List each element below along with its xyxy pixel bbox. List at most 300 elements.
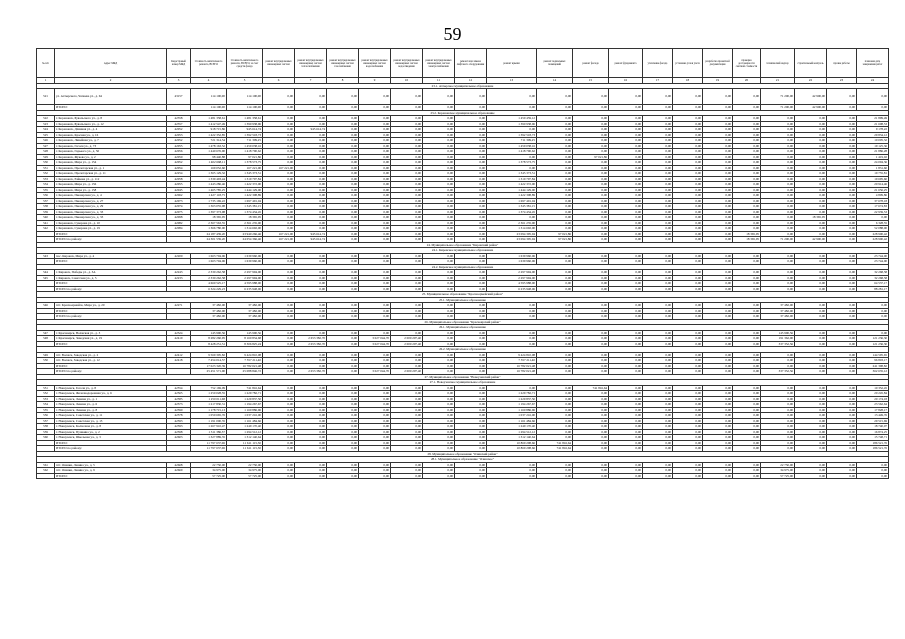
table-cell: 0,00 bbox=[761, 396, 795, 402]
table-cell: 537 bbox=[37, 198, 55, 204]
table-cell: 0,00 bbox=[795, 259, 827, 265]
table-cell: 0,00 bbox=[673, 363, 703, 369]
address-cell: ИТОГО: bbox=[55, 440, 167, 446]
table-cell: 0,00 bbox=[643, 402, 673, 408]
table-cell: 0,00 bbox=[327, 429, 359, 435]
table-cell: 0,00 bbox=[327, 407, 359, 413]
table-cell: 0,00 bbox=[573, 253, 609, 259]
table-cell: 0,00 bbox=[703, 407, 733, 413]
table-cell: 0,00 bbox=[609, 193, 643, 199]
table-cell: 0,00 bbox=[857, 468, 889, 474]
table-cell: 11 611 115,30 bbox=[227, 446, 263, 452]
table-cell: 21 656,25 bbox=[857, 187, 889, 193]
table-cell: 0,00 bbox=[391, 281, 423, 287]
section-heading: 24. Муниципальное образование "Кировский район" bbox=[37, 242, 889, 248]
table-cell: 97 021,86 bbox=[573, 154, 609, 160]
table-cell: 0,00 bbox=[391, 391, 423, 397]
table-cell: 0,00 bbox=[827, 89, 857, 105]
table-cell: 0,00 bbox=[455, 336, 487, 342]
table-cell: 0,00 bbox=[295, 209, 327, 215]
table-cell: 2 297 994,00 bbox=[227, 275, 263, 281]
table-cell: 0,00 bbox=[391, 402, 423, 408]
table-cell: 0,00 bbox=[703, 396, 733, 402]
table-cell: 0,00 bbox=[761, 440, 795, 446]
column-header: проверка достоверности сметной стоимости bbox=[733, 49, 761, 78]
table-cell: 721 314,54 bbox=[191, 138, 227, 144]
table-cell: 0,00 bbox=[359, 138, 391, 144]
table-cell: 3 027 044,70 bbox=[359, 336, 391, 342]
table-cell: 0,00 bbox=[359, 281, 391, 287]
table-cell: 0,00 bbox=[609, 435, 643, 441]
table-cell: 0,00 bbox=[733, 435, 761, 441]
table-cell: 0,00 bbox=[455, 116, 487, 122]
table-cell: 0,00 bbox=[327, 215, 359, 221]
table-cell bbox=[167, 473, 191, 479]
table-cell: 0,00 bbox=[327, 171, 359, 177]
table-cell: 0,00 bbox=[391, 363, 423, 369]
table-cell: 0,00 bbox=[673, 281, 703, 287]
table-cell: 1 444 129,00 bbox=[487, 187, 537, 193]
table-cell: 526 bbox=[37, 138, 55, 144]
table-cell: 42053 bbox=[167, 132, 191, 138]
address-cell: г. Кореновск, Пионерская ул., д. 33 bbox=[55, 215, 167, 221]
table-cell: 0,00 bbox=[455, 413, 487, 419]
table-cell: 0,00 bbox=[359, 473, 391, 479]
table-cell: 0,00 bbox=[733, 468, 761, 474]
table-cell: 0,00 bbox=[359, 127, 391, 133]
table-cell: 0,00 bbox=[263, 385, 295, 391]
table-cell: 0,00 bbox=[295, 446, 327, 452]
table-cell: 553 bbox=[37, 396, 55, 402]
table-cell: 2 361 235,00 bbox=[227, 220, 263, 226]
column-header: плановая дата завершения работ bbox=[857, 49, 889, 78]
table-cell: 554 bbox=[37, 402, 55, 408]
table-cell: 0,00 bbox=[537, 149, 573, 155]
table-cell: 0,00 bbox=[827, 270, 857, 276]
table-cell: 0,00 bbox=[295, 385, 327, 391]
table-cell: 0,00 bbox=[423, 259, 455, 265]
table-cell: 0,00 bbox=[733, 270, 761, 276]
table-cell: 71 200,00 bbox=[761, 89, 795, 105]
table-cell: 0,00 bbox=[295, 193, 327, 199]
table-cell: 0,00 bbox=[391, 418, 423, 424]
table-cell: 0,00 bbox=[643, 358, 673, 364]
address-cell: г. Красноярск, Волжская ул., д. 3 bbox=[55, 330, 167, 336]
table-cell: 0,00 bbox=[295, 121, 327, 127]
table-cell: 0,00 bbox=[609, 418, 643, 424]
table-cell: 0,00 bbox=[423, 105, 455, 111]
table-cell: 42074 bbox=[167, 204, 191, 210]
table-cell: 0,00 bbox=[573, 237, 609, 243]
table-cell: 4 660 525,17 bbox=[191, 281, 227, 287]
table-cell: 42669 bbox=[167, 468, 191, 474]
table-cell: 0,00 bbox=[327, 308, 359, 314]
table-cell: 0,00 bbox=[827, 391, 857, 397]
table-cell: 0,00 bbox=[761, 429, 795, 435]
table-cell: 0,00 bbox=[827, 275, 857, 281]
table-cell: 42578 bbox=[167, 413, 191, 419]
table-cell: 1 663 704,06 bbox=[191, 253, 227, 259]
table-cell: 0,00 bbox=[643, 149, 673, 155]
table-cell: 0,00 bbox=[263, 160, 295, 166]
table-cell: 0,00 bbox=[703, 281, 733, 287]
table-cell: 0,00 bbox=[487, 330, 537, 336]
table-cell: 11 797 637,06 bbox=[191, 440, 227, 446]
table-cell: 0,00 bbox=[295, 187, 327, 193]
table-cell: 0,00 bbox=[391, 138, 423, 144]
table-cell: 42056 bbox=[167, 149, 191, 155]
table-cell: 0,00 bbox=[537, 89, 573, 105]
table-cell: 0,00 bbox=[703, 160, 733, 166]
table-cell: 0,00 bbox=[423, 132, 455, 138]
table-cell: 0,00 bbox=[643, 116, 673, 122]
table-cell: 0,00 bbox=[673, 462, 703, 468]
address-cell: г. Кореновск, Суворова ул., д. 10 bbox=[55, 220, 167, 226]
table-cell: 0,00 bbox=[761, 209, 795, 215]
table-cell: 1 418 790,62 bbox=[227, 149, 263, 155]
address-cell: пос. Кировск, Мира ул., д. 4 bbox=[55, 253, 167, 259]
table-cell: 531 bbox=[37, 165, 55, 171]
table-cell: 0,00 bbox=[827, 407, 857, 413]
table-cell: 0,00 bbox=[643, 385, 673, 391]
table-cell: 0,00 bbox=[423, 391, 455, 397]
table-cell: 2 297 994,00 bbox=[227, 270, 263, 276]
table-cell: 0,00 bbox=[761, 226, 795, 232]
table-cell: 186 521,76 bbox=[857, 446, 889, 452]
table-cell: 42357 bbox=[167, 121, 191, 127]
table-cell: 0,00 bbox=[643, 473, 673, 479]
table-cell: 0,00 bbox=[537, 220, 573, 226]
table-cell: 0,00 bbox=[423, 424, 455, 430]
table-cell: 0,00 bbox=[703, 308, 733, 314]
table-cell: 114 100,00 bbox=[227, 105, 263, 111]
table-cell: 6 324 229,23 bbox=[191, 286, 227, 292]
table-cell: 0,00 bbox=[609, 89, 643, 105]
table-cell: 0,00 bbox=[673, 176, 703, 182]
table-cell: 0,00 bbox=[327, 121, 359, 127]
table-cell: 0,00 bbox=[327, 160, 359, 166]
address-cell: г. Кореновск, Пионерская ул., д. 27 bbox=[55, 198, 167, 204]
table-cell: 10 869 298,66 bbox=[487, 446, 537, 452]
table-cell: 34 975,00 bbox=[761, 468, 795, 474]
table-cell: 0,00 bbox=[327, 385, 359, 391]
table-cell: 1 037 216,00 bbox=[227, 413, 263, 419]
table-cell: 8 306 825,24 bbox=[227, 341, 263, 347]
table-cell: 0,00 bbox=[295, 358, 327, 364]
address-cell: ИТОГО: bbox=[55, 308, 167, 314]
table-cell: 0,00 bbox=[733, 413, 761, 419]
table-cell: 0,00 bbox=[455, 385, 487, 391]
table-cell: 0,00 bbox=[733, 121, 761, 127]
table-cell: 0,00 bbox=[673, 413, 703, 419]
table-cell: 0,00 bbox=[643, 468, 673, 474]
table-cell: 42084 bbox=[167, 226, 191, 232]
table-cell: 0,00 bbox=[673, 468, 703, 474]
table-cell: 0,00 bbox=[423, 198, 455, 204]
table-cell: 42324 bbox=[167, 330, 191, 336]
table-cell: 0,00 bbox=[733, 154, 761, 160]
table-cell: 42055 bbox=[167, 143, 191, 149]
table-cell: 1 390 938,96 bbox=[487, 121, 537, 127]
table-cell: 0,00 bbox=[327, 418, 359, 424]
table-cell: 0,00 bbox=[761, 270, 795, 276]
column-number: 10 bbox=[391, 78, 423, 84]
table-cell: 0,00 bbox=[795, 446, 827, 452]
table-cell: 0,00 bbox=[673, 149, 703, 155]
table-cell: 0,00 bbox=[537, 215, 573, 221]
column-header: ремонт внутридомовых инженерных систем теплоснабжения bbox=[295, 49, 327, 78]
table-cell: 0,00 bbox=[573, 209, 609, 215]
column-header: ремонт внутридомовых инженерных систем водоснабжения bbox=[359, 49, 391, 78]
table-cell: 0,00 bbox=[359, 396, 391, 402]
table-cell: 0,00 bbox=[263, 391, 295, 397]
address-cell: пгт. Озинки, Ленина ул., д. 9 bbox=[55, 468, 167, 474]
table-cell: 1 419,02 bbox=[857, 154, 889, 160]
table-cell: 0,00 bbox=[795, 204, 827, 210]
table-cell: 42573 bbox=[167, 402, 191, 408]
table-cell: 561 bbox=[37, 462, 55, 468]
table-cell: 0,00 bbox=[573, 182, 609, 188]
table-cell: 9 424 810,08 bbox=[227, 352, 263, 358]
table-cell: 0,00 bbox=[609, 171, 643, 177]
table-cell: 1 160 886,96 bbox=[227, 407, 263, 413]
table-cell: 0,00 bbox=[733, 165, 761, 171]
table-cell: 945 614,74 bbox=[227, 127, 263, 133]
table-cell: 0,00 bbox=[263, 429, 295, 435]
table-cell: 0,00 bbox=[761, 281, 795, 287]
table-cell: 18 365,95 bbox=[191, 215, 227, 221]
table-cell: 0,00 bbox=[295, 160, 327, 166]
table-cell: 538 bbox=[37, 204, 55, 210]
table-cell: 0,00 bbox=[455, 424, 487, 430]
table-cell: 0,00 bbox=[573, 446, 609, 452]
table-cell: 0,00 bbox=[391, 220, 423, 226]
table-cell: 1 459 038,16 bbox=[227, 143, 263, 149]
table-cell: 0,00 bbox=[327, 193, 359, 199]
table-cell: 0,00 bbox=[537, 363, 573, 369]
address-cell: г. Новоузенск, Ленина ул., д. 8 bbox=[55, 407, 167, 413]
table-cell: 0,00 bbox=[761, 149, 795, 155]
table-cell: 0,00 bbox=[263, 314, 295, 320]
table-cell: 0,00 bbox=[795, 330, 827, 336]
table-cell: 0,00 bbox=[795, 127, 827, 133]
table-cell: 0,00 bbox=[733, 259, 761, 265]
table-cell: 0,00 bbox=[263, 171, 295, 177]
table-cell: 0,00 bbox=[795, 407, 827, 413]
section-heading: 23.1. Ахтырское муниципальное образование bbox=[37, 83, 889, 89]
table-cell: 0,00 bbox=[295, 314, 327, 320]
column-header: установка узлов учета bbox=[673, 49, 703, 78]
table-cell: 0,00 bbox=[795, 402, 827, 408]
table-cell: 0,00 bbox=[295, 281, 327, 287]
table-cell: 0,00 bbox=[391, 468, 423, 474]
table-cell: 42098 bbox=[167, 215, 191, 221]
table-cell: 0,00 bbox=[827, 154, 857, 160]
table-cell: 0,00 bbox=[573, 418, 609, 424]
table-cell: 42254 bbox=[167, 171, 191, 177]
table-cell: 16 782 021,48 bbox=[487, 363, 537, 369]
table-cell: 1 735 169,22 bbox=[191, 198, 227, 204]
section-heading: 25.1. Муниципальное образование bbox=[37, 297, 889, 303]
column-number: 5 bbox=[227, 78, 263, 84]
address-cell: г. Кореновск, Мира ул., д. 158 bbox=[55, 187, 167, 193]
table-cell: 0,00 bbox=[263, 407, 295, 413]
table-cell: 9 569 305,82 bbox=[191, 352, 227, 358]
table-cell: 0,00 bbox=[391, 209, 423, 215]
table-cell: 3 027 044,70 bbox=[359, 341, 391, 347]
table-cell: 0,00 bbox=[761, 198, 795, 204]
section-heading: 26. Муниципальное образование "Красноярский район" bbox=[37, 319, 889, 325]
table-cell: 0,00 bbox=[703, 363, 733, 369]
table-cell: 0,00 bbox=[391, 198, 423, 204]
table-cell: 0,00 bbox=[359, 176, 391, 182]
table-cell: 0,00 bbox=[609, 270, 643, 276]
table-cell: 0,00 bbox=[327, 143, 359, 149]
table-cell: 0,00 bbox=[673, 396, 703, 402]
table-cell: 530 bbox=[37, 160, 55, 166]
table-cell: 0,00 bbox=[703, 193, 733, 199]
address-cell: ИТОГО по району: bbox=[55, 446, 167, 452]
table-cell: 42565 bbox=[167, 391, 191, 397]
table-cell: 0,00 bbox=[573, 176, 609, 182]
table-cell: 2 653 382,70 bbox=[295, 341, 327, 347]
column-header: ремонт внутридомовых инженерных систем газоснабжения bbox=[327, 49, 359, 78]
table-cell: 0,00 bbox=[643, 330, 673, 336]
table-cell: 0,00 bbox=[327, 358, 359, 364]
table-cell: 0,00 bbox=[733, 193, 761, 199]
table-cell: 0,00 bbox=[327, 259, 359, 265]
table-body bbox=[37, 78, 889, 479]
table-cell: 0,00 bbox=[391, 149, 423, 155]
table-cell: 0,00 bbox=[537, 308, 573, 314]
table-cell: 0,00 bbox=[827, 149, 857, 155]
table-cell: 114 100,00 bbox=[191, 105, 227, 111]
table-cell: 97 021,86 bbox=[537, 237, 573, 243]
table-cell: 2 653 382,70 bbox=[295, 336, 327, 342]
table-cell: 0,00 bbox=[795, 308, 827, 314]
column-header: ремонт крыши bbox=[487, 49, 537, 78]
table-cell: 0,00 bbox=[733, 440, 761, 446]
table-cell: 711 309,25 bbox=[227, 138, 263, 144]
table-cell: 0,00 bbox=[391, 407, 423, 413]
table-cell: 1 639 960,06 bbox=[227, 259, 263, 265]
table-cell: 0,00 bbox=[733, 369, 761, 375]
table-cell: 0,00 bbox=[795, 286, 827, 292]
table-cell: 0,00 bbox=[423, 116, 455, 122]
table-cell: 0,00 bbox=[487, 336, 537, 342]
table-cell: 0,00 bbox=[733, 418, 761, 424]
table-cell: 37 482,00 bbox=[191, 303, 227, 309]
table-cell: 0,00 bbox=[795, 435, 827, 441]
table-cell: 0,00 bbox=[795, 220, 827, 226]
table-cell: 0,00 bbox=[573, 171, 609, 177]
table-cell: 0,00 bbox=[795, 418, 827, 424]
table-cell: 0,00 bbox=[795, 231, 827, 237]
table-cell: 0,00 bbox=[761, 132, 795, 138]
table-cell: 0,00 bbox=[455, 237, 487, 243]
table-cell: 0,00 bbox=[537, 435, 573, 441]
table-cell: 0,00 bbox=[827, 226, 857, 232]
table-cell: 0,00 bbox=[609, 385, 643, 391]
table-cell: 0,00 bbox=[537, 204, 573, 210]
table-cell: 0,00 bbox=[827, 127, 857, 133]
table-cell: 0,00 bbox=[643, 314, 673, 320]
table-cell: 0,00 bbox=[359, 270, 391, 276]
table-cell: 0,00 bbox=[263, 462, 295, 468]
table-cell: 0,00 bbox=[423, 418, 455, 424]
table-cell: 521 bbox=[37, 89, 55, 105]
table-cell: 0,00 bbox=[455, 182, 487, 188]
address-cell: г. Кировск, Советская ул., д. 5 bbox=[55, 275, 167, 281]
table-cell: 0,00 bbox=[263, 89, 295, 105]
table-cell: 0,00 bbox=[703, 330, 733, 336]
table-cell: 0,00 bbox=[295, 424, 327, 430]
column-number: 3 bbox=[167, 78, 191, 84]
table-cell: 0,00 bbox=[391, 462, 423, 468]
table-cell: 0,00 bbox=[643, 209, 673, 215]
table-cell: 0,00 bbox=[295, 220, 327, 226]
table-cell: 0,00 bbox=[795, 396, 827, 402]
table-cell: 18 365,95 bbox=[733, 231, 761, 237]
table-cell: 0,00 bbox=[263, 143, 295, 149]
table-cell: 0,00 bbox=[827, 209, 857, 215]
table-cell: 0,00 bbox=[795, 143, 827, 149]
table-cell: 527 bbox=[37, 143, 55, 149]
table-cell: 0,00 bbox=[263, 105, 295, 111]
table-cell: 0,00 bbox=[673, 187, 703, 193]
table-cell: 0,00 bbox=[487, 303, 537, 309]
table-cell: 0,00 bbox=[761, 143, 795, 149]
table-cell: 0,00 bbox=[295, 105, 327, 111]
table-cell: 0,00 bbox=[609, 149, 643, 155]
table-cell: 0,00 bbox=[455, 314, 487, 320]
table-cell: 0,00 bbox=[391, 132, 423, 138]
table-cell: 0,00 bbox=[537, 182, 573, 188]
table-cell: 1 229 782,71 bbox=[487, 391, 537, 397]
table-cell: 0,00 bbox=[643, 204, 673, 210]
table-cell: 0,00 bbox=[609, 154, 643, 160]
table-cell: 0,00 bbox=[761, 138, 795, 144]
table-cell: 0,00 bbox=[487, 462, 537, 468]
address-cell: г. Кореновск, Пионерская ул., д. 4 bbox=[55, 193, 167, 199]
table-cell: 52 088,00 bbox=[857, 226, 889, 232]
table-cell: 0,00 bbox=[673, 275, 703, 281]
table-cell: 0,00 bbox=[423, 182, 455, 188]
table-cell: 42603 bbox=[167, 435, 191, 441]
table-cell: 11 611 115,30 bbox=[227, 440, 263, 446]
column-number: 6 bbox=[263, 78, 295, 84]
table-cell: 0,00 bbox=[423, 165, 455, 171]
table-cell: 0,00 bbox=[703, 154, 733, 160]
table-cell: 0,00 bbox=[827, 385, 857, 391]
table-cell: 0,00 bbox=[703, 215, 733, 221]
table-cell: 0,00 bbox=[609, 132, 643, 138]
table-cell: 0,00 bbox=[795, 193, 827, 199]
table-cell: 536 bbox=[37, 193, 55, 199]
table-cell: 0,00 bbox=[537, 160, 573, 166]
table-cell: 0,00 bbox=[573, 270, 609, 276]
table-cell: 22 750,00 bbox=[227, 462, 263, 468]
table-cell: 0,00 bbox=[643, 391, 673, 397]
address-cell: г. Кореновск, Бувальского ул., д. 12 bbox=[55, 121, 167, 127]
table-cell: 42585 bbox=[167, 396, 191, 402]
table-cell: 0,00 bbox=[423, 281, 455, 287]
table-cell: 0,00 bbox=[795, 336, 827, 342]
table-cell: 0,00 bbox=[609, 363, 643, 369]
table-cell: 533 bbox=[37, 176, 55, 182]
table-cell: 0,00 bbox=[327, 352, 359, 358]
table-cell: 559 bbox=[37, 429, 55, 435]
